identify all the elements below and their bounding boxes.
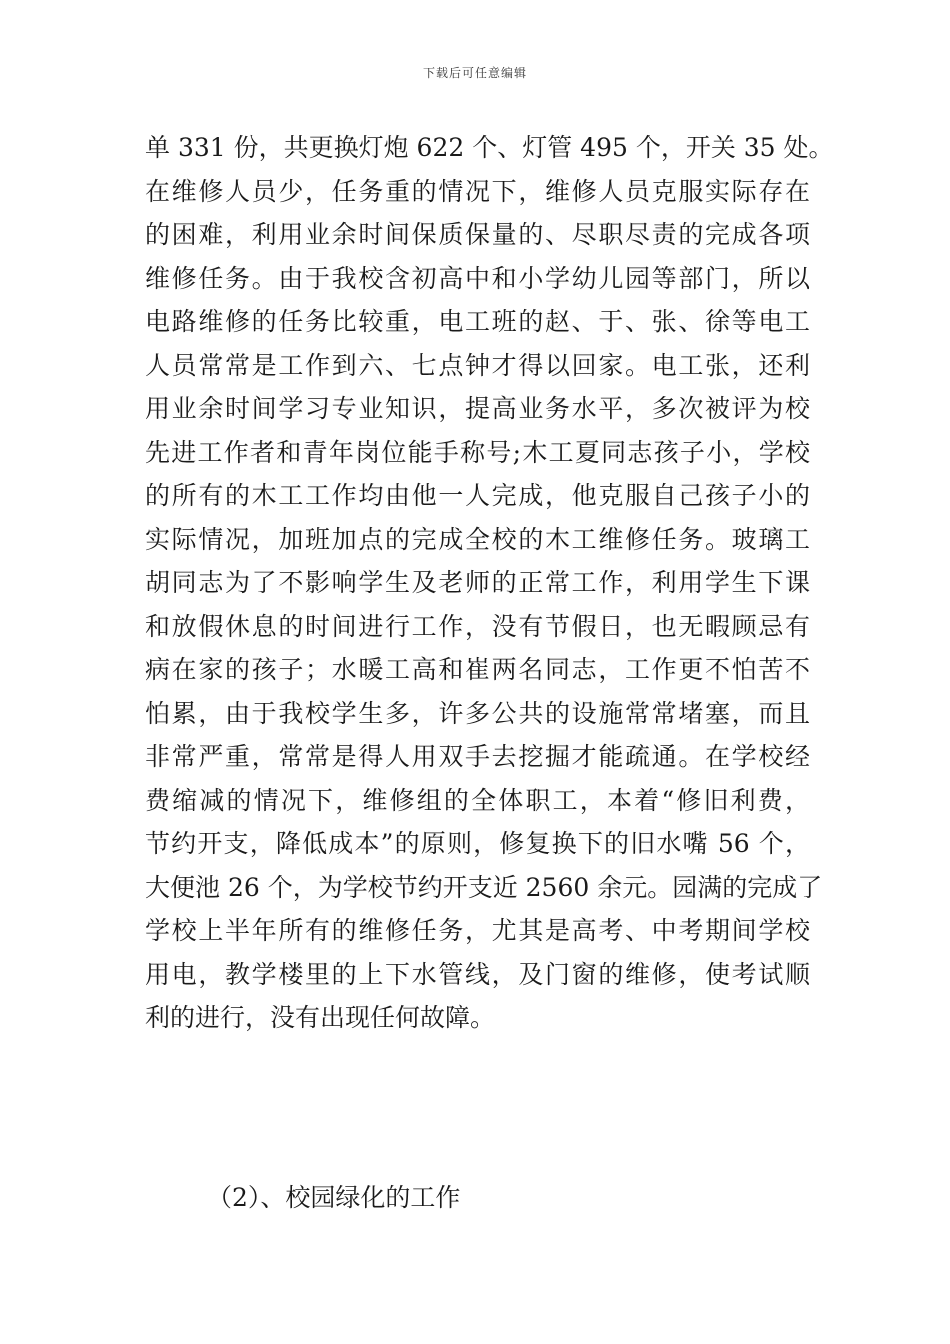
text-line: 单 331 份，共更换灯炮 622 个、灯管 495 个，开关 35 处。: [145, 133, 834, 162]
text-line: 节约开支，降低成本”的原则，修复换下的旧水嘴 56 个，: [145, 829, 810, 858]
header-note: 下载后可任意编辑: [422, 66, 527, 80]
text-line: 费缩减的情况下，维修组的全体职工，本着“修旧利费，: [145, 785, 810, 815]
text-line: 大便池 26 个，为学校节约开支近 2560 余元。园满的完成了: [145, 872, 823, 902]
text-line: 电路维修的任务比较重，电工班的赵、于、张、徐等电工: [145, 307, 810, 336]
text-line: 实际情况，加班加点的完成全校的木工维修任务。玻璃工: [145, 524, 810, 554]
text-line: 的所有的木工工作均由他一人完成，他克服自己孩子小的: [145, 481, 810, 510]
text-line: 用业余时间学习专业知识，提高业务水平，多次被评为校: [145, 394, 810, 423]
text-line: 学校上半年所有的维修任务，尤其是高考、中考期间学校: [145, 916, 810, 945]
text-line: 和放假休息的时间进行工作，没有节假日，也无暇顾忌有: [145, 611, 810, 641]
body-paragraph: [145, 126, 834, 1040]
section-heading: （2）、校园绿化的工作: [207, 1183, 461, 1212]
text-line: 先进工作者和青年岗位能手称号;木工夏同志孩子小，学校: [145, 437, 810, 467]
text-line: 的困难，利用业余时间保质保量的、尽职尽责的完成各项: [145, 220, 810, 249]
text-line: 在维修人员少，任务重的情况下，维修人员克服实际存在: [145, 176, 810, 206]
text-line: 病在家的孩子；水暖工高和崔两名同志，工作更不怕苦不: [145, 655, 810, 684]
text-line: 用电，教学楼里的上下水管线，及门窗的维修，使考试顺: [145, 959, 810, 989]
text-line: 非常严重，常常是得人用双手去挖掘才能疏通。在学校经: [145, 742, 810, 771]
text-line: 人员常常是工作到六、七点钟才得以回家。电工张，还利: [145, 350, 810, 380]
text-line: 怕累，由于我校学生多，许多公共的设施常常堵塞，而且: [145, 698, 810, 728]
text-line: 维修任务。由于我校含初高中和小学幼儿园等部门，所以: [145, 263, 810, 293]
text-line: 利的进行，没有出现任何故障。: [145, 1003, 496, 1032]
text-line: 胡同志为了不影响学生及老师的正常工作，利用学生下课: [145, 568, 810, 597]
